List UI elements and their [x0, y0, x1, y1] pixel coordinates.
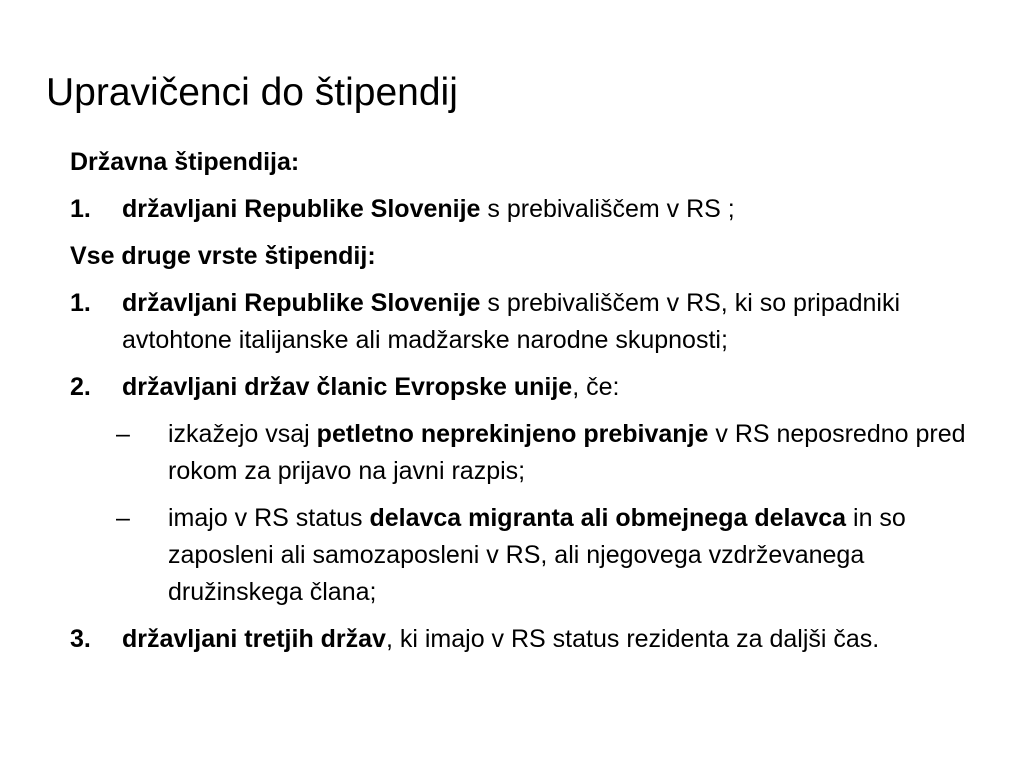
sub-item-text: in so zaposleni ali samozaposleni v RS, ali njegovega vzdrževanega družinskega člana;: [168, 504, 906, 606]
sub-item-bold-text: delavca migranta ali obmejnega delavca: [369, 504, 847, 532]
list-number: 3.: [70, 625, 91, 653]
sub-item-bold-text: petletno neprekinjeno prebivanje: [316, 420, 709, 448]
list-number: 1.: [70, 289, 91, 317]
dash-bullet: –: [116, 504, 130, 532]
list-item: [70, 369, 970, 406]
section-heading-other-scholarships: Vse druge vrste štipendij:: [70, 242, 376, 270]
item-bold-text: državljani Republike Slovenije: [122, 195, 481, 223]
item-text: s prebivališčem v RS ;: [480, 195, 735, 223]
dash-bullet: –: [116, 420, 130, 448]
slide-title: Upravičenci do štipendij: [46, 71, 458, 114]
list-item: [70, 191, 970, 228]
item-text: , če:: [572, 373, 620, 401]
list-item: [70, 621, 970, 658]
slide-content: [70, 144, 970, 668]
sub-list-item: [70, 500, 970, 611]
section-heading-state-scholarship: Državna štipendija:: [70, 148, 300, 176]
item-text: s prebivališčem v RS, ki so pripadniki avtohtone italijanske ali madžarske narodne skupnosti;: [122, 289, 901, 354]
list-item: [70, 285, 970, 359]
sub-list-item: [70, 416, 970, 490]
item-bold-text: državljani držav članic Evropske unije: [122, 373, 573, 401]
list-number: 1.: [70, 195, 91, 223]
list-number: 2.: [70, 373, 91, 401]
sub-item-text: v RS neposredno pred rokom za prijavo na javni razpis;: [168, 420, 966, 485]
item-bold-text: državljani Republike Slovenije: [122, 289, 481, 317]
item-bold-text: državljani tretjih držav: [122, 625, 386, 653]
sub-item-text: izkažejo vsaj: [168, 420, 317, 448]
item-text: , ki imajo v RS status rezidenta za daljši čas.: [385, 625, 880, 653]
sub-item-text: imajo v RS status: [168, 504, 370, 532]
